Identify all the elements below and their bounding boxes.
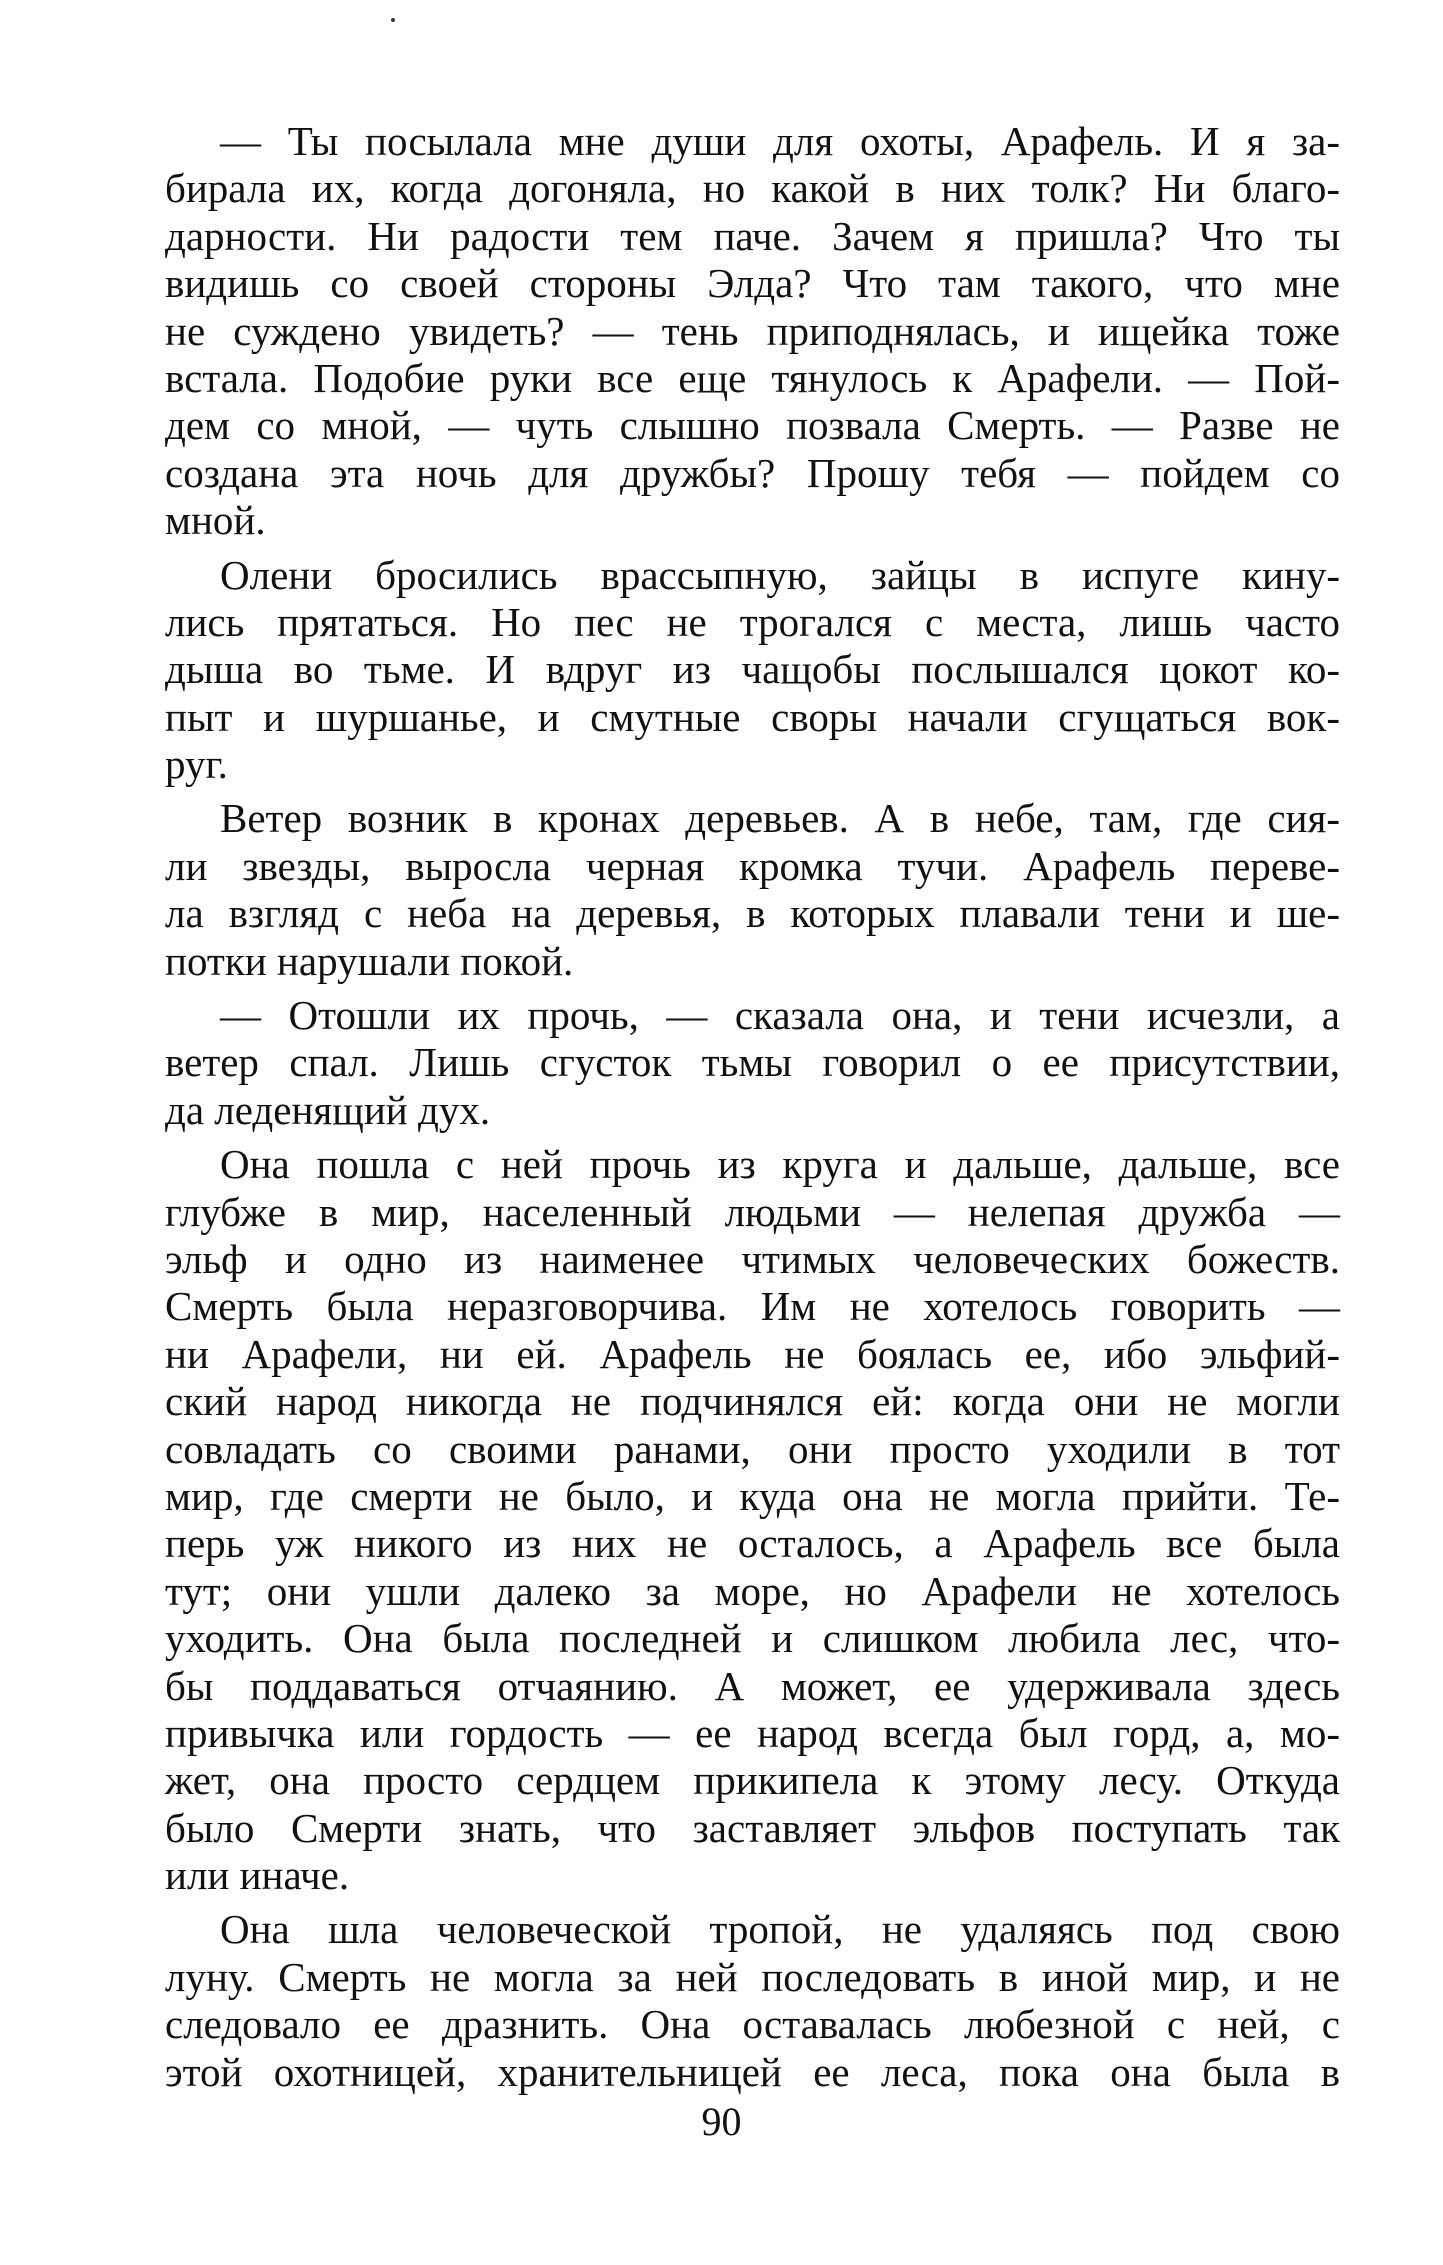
- text-line: ла взгляд с неба на деревья, в которых плавали тени и ше-: [165, 890, 1340, 937]
- text-line: этой охотницей, хранительницей ее леса, пока она была в: [165, 2048, 1340, 2095]
- text-line: дыша во тьме. И вдруг из чащобы послышался цокот ко-: [165, 646, 1340, 693]
- text-line: тут; они ушли далеко за море, но Арафели не хотелось: [165, 1567, 1340, 1614]
- text-line: эльф и одно из наименее чтимых человеческих божеств.: [165, 1235, 1340, 1282]
- text-line: — Отошли их прочь, — сказала она, и тени исчезли, а: [220, 992, 1340, 1039]
- text-line: Олени бросились врассыпную, зайцы в испуге кину-: [220, 551, 1340, 598]
- text-line: потки нарушали покой.: [165, 937, 574, 984]
- paragraph: [165, 1906, 1340, 2096]
- paragraph: [165, 992, 1340, 1134]
- text-line: — Ты посылала мне души для охоты, Арафель. И я за-: [220, 118, 1340, 164]
- text-line: луну. Смерть не могла за ней последовать в иной мир, и не: [165, 1953, 1340, 2000]
- paragraph: [165, 795, 1340, 985]
- paragraph: [165, 118, 1340, 545]
- text-line: дарности. Ни радости тем паче. Зачем я пришла? Что ты: [165, 212, 1340, 259]
- text-line: ский народ никогда не подчинялся ей: когда они не могли: [165, 1378, 1340, 1425]
- text-line: Она шла человеческой тропой, не удаляясь под свою: [220, 1906, 1340, 1953]
- text-line: не суждено увидеть? — тень приподнялась, и ищейка тоже: [165, 307, 1340, 354]
- text-line: создана эта ночь для дружбы? Прошу тебя — пойдем со: [165, 449, 1340, 496]
- text-line: дем со мной, — чуть слышно позвала Смерть. — Разве не: [165, 402, 1340, 449]
- text-line: или иначе.: [165, 1852, 350, 1899]
- body-text: [165, 118, 1340, 2103]
- text-line: ветер спал. Лишь сгусток тьмы говорил о ее присутствии,: [165, 1039, 1340, 1086]
- text-line: бы поддаваться отчаянию. А может, ее удерживала здесь: [165, 1662, 1340, 1709]
- text-line: Она пошла с ней прочь из круга и дальше, дальше, все: [220, 1141, 1340, 1188]
- text-line: мной.: [165, 497, 266, 544]
- text-line: Ветер возник в кронах деревьев. А в небе, там, где сия-: [220, 795, 1340, 842]
- text-line: перь уж никого из них не осталось, а Арафель все была: [165, 1520, 1340, 1567]
- text-line: встала. Подобие руки все еще тянулось к Арафели. — Пой-: [165, 354, 1340, 401]
- text-line: следовало ее дразнить. Она оставалась любезной с ней, с: [165, 2001, 1340, 2048]
- text-line: было Смерти знать, что заставляет эльфов поступать так: [165, 1804, 1340, 1851]
- text-line: пыт и шуршанье, и смутные своры начали сгущаться вок-: [165, 693, 1340, 740]
- text-line: ли звезды, выросла черная кромка тучи. Арафель переве-: [165, 842, 1340, 889]
- paragraph: [165, 552, 1340, 789]
- text-line: видишь со своей стороны Элда? Что там такого, что мне: [165, 260, 1340, 307]
- text-line: мир, где смерти не было, и куда она не могла прийти. Те-: [165, 1472, 1340, 1519]
- text-line: привычка или гордость — ее народ всегда был горд, а, мо-: [165, 1709, 1340, 1756]
- text-line: жет, она просто сердцем прикипела к этому лесу. Откуда: [165, 1757, 1340, 1804]
- text-line: уходить. Она была последней и слишком любила лес, что-: [165, 1615, 1340, 1662]
- text-line: глубже в мир, населенный людьми — нелепая дружба —: [165, 1188, 1340, 1235]
- text-line: Смерть была неразговорчива. Им не хотелось говорить —: [165, 1283, 1340, 1330]
- text-line: совладать со своими ранами, они просто уходили в тот: [165, 1425, 1340, 1472]
- text-line: ни Арафели, ни ей. Арафель не боялась ее, ибо эльфий-: [165, 1330, 1340, 1377]
- text-line: лись прятаться. Но пес не трогался с места, лишь часто: [165, 598, 1340, 645]
- paragraph: [165, 1141, 1340, 1899]
- text-line: да леденящий дух.: [165, 1086, 491, 1133]
- scan-speck: [391, 18, 395, 22]
- page-number: 90: [701, 2099, 742, 2144]
- text-line: бирала их, когда догоняла, но какой в них толк? Ни благо-: [165, 165, 1340, 212]
- text-line: руг.: [165, 741, 228, 788]
